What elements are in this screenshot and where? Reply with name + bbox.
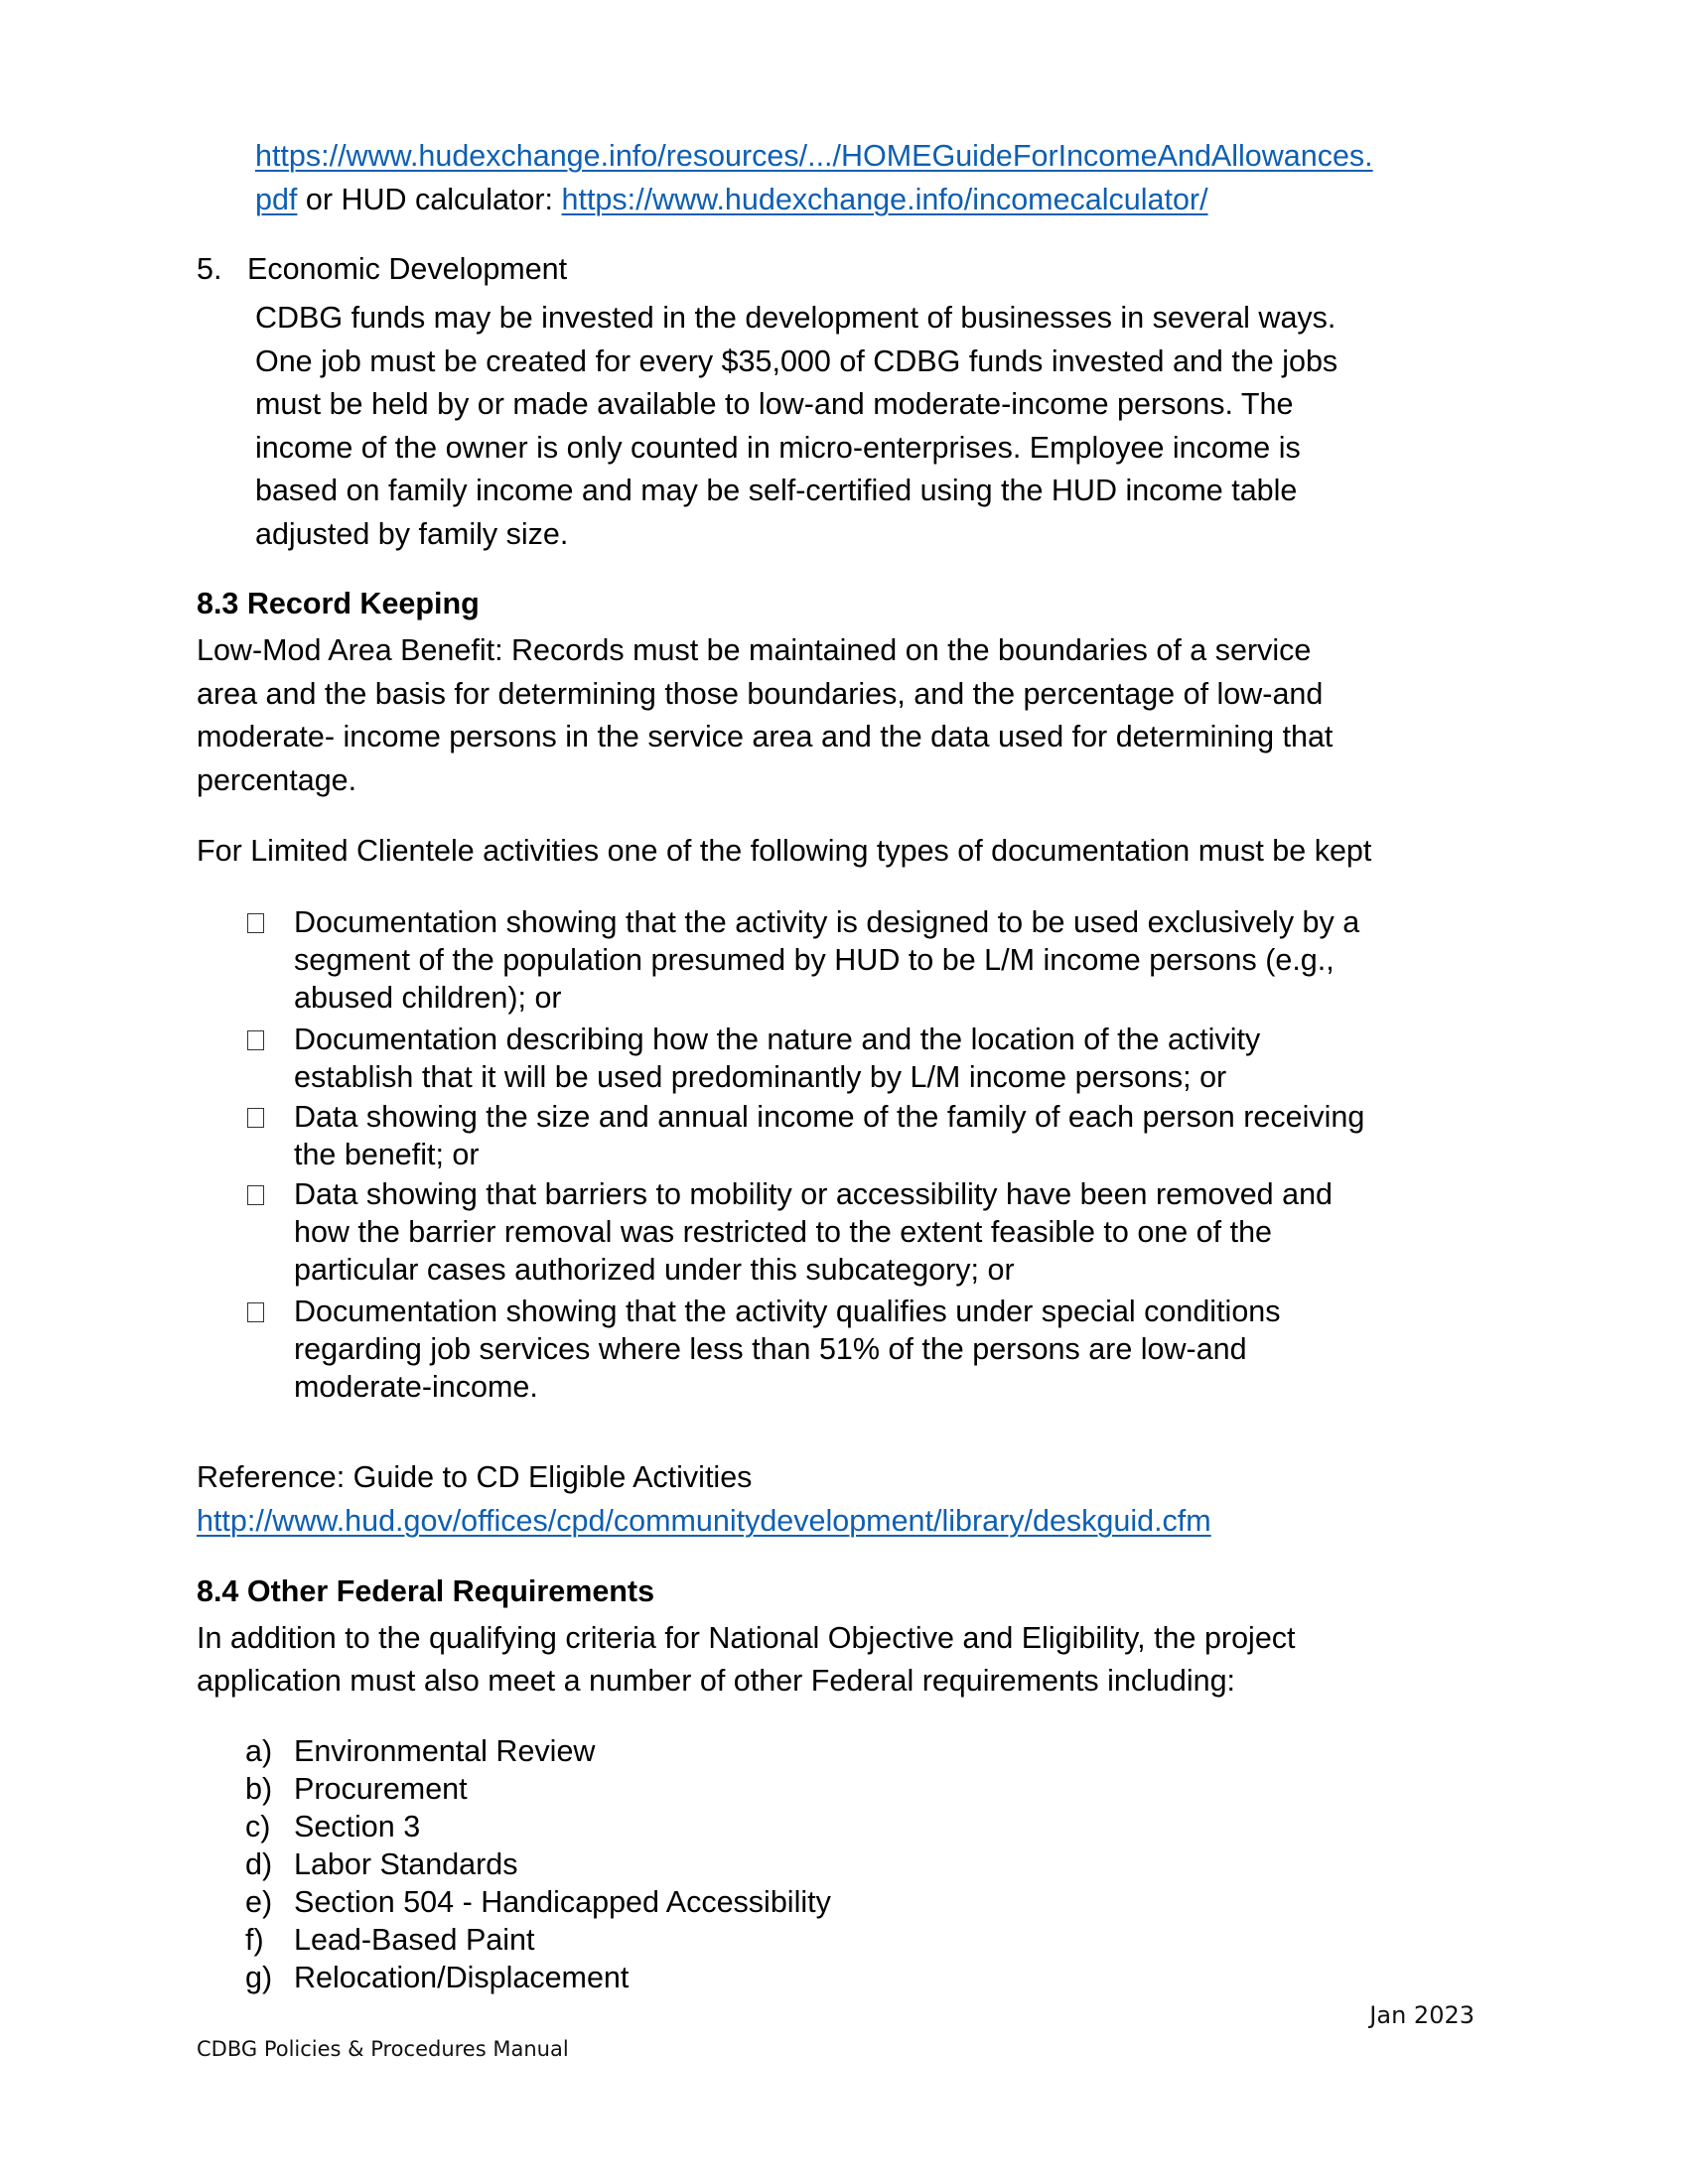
bullet-line: establish that it will be used predominantly by L/M income persons; or — [294, 1060, 1227, 1094]
list-item-lead-based-paint: Lead-Based Paint — [294, 1923, 535, 1957]
bullet-line: Data showing that barriers to mobility or accessibility have been removed and — [294, 1177, 1333, 1211]
bullet-line: Data showing the size and annual income of the family of each person receiving — [294, 1100, 1365, 1134]
section-8-3-para-line: Low-Mod Area Benefit: Records must be maintained on the boundaries of a service — [197, 633, 1312, 667]
item-5-line: income of the owner is only counted in micro-enterprises. Employee income is — [255, 431, 1301, 465]
bullet-line: regarding job services where less than 51% of the persons are low-and — [294, 1332, 1247, 1366]
section-8-3-para-line: percentage. — [197, 763, 357, 797]
home-guide-link[interactable]: https://www.hudexchange.info/resources/.../HOMEGuideForIncomeAndAllowances. — [255, 139, 1373, 173]
list-marker: g) — [245, 1961, 273, 1994]
income-guide-link-line — [255, 141, 1373, 171]
item-5-number: 5. — [197, 252, 222, 286]
bullet-box-icon — [247, 913, 264, 933]
list-item-section-504: Section 504 - Handicapped Accessibility — [294, 1885, 831, 1919]
limited-clientele-intro: For Limited Clientele activities one of the following types of documentation must be kept — [197, 834, 1372, 868]
item-5-line: One job must be created for every $35,000 of CDBG funds invested and the jobs — [255, 344, 1338, 378]
bullet-line: how the barrier removal was restricted to the extent feasible to one of the — [294, 1215, 1272, 1249]
list-item-procurement: Procurement — [294, 1772, 468, 1806]
section-8-3-para-line: area and the basis for determining those boundaries, and the percentage of low-and — [197, 677, 1324, 711]
list-marker: b) — [245, 1772, 273, 1806]
footer-date: Jan 2023 — [1369, 2001, 1475, 2029]
income-calculator-link[interactable]: https://www.hudexchange.info/incomecalculator/ — [561, 183, 1208, 216]
list-marker: d) — [245, 1847, 273, 1881]
bullet-line: abused children); or — [294, 981, 562, 1015]
bullet-line: Documentation describing how the nature and the location of the activity — [294, 1023, 1261, 1056]
bullet-box-icon — [247, 1030, 264, 1050]
bullet-box-icon — [247, 1108, 264, 1128]
list-item-relocation: Relocation/Displacement — [294, 1961, 630, 1994]
income-calculator-line — [255, 185, 1208, 214]
reference-link-line — [197, 1506, 1211, 1536]
list-marker: e) — [245, 1885, 273, 1919]
list-item-section-3: Section 3 — [294, 1810, 421, 1843]
bullet-box-icon — [247, 1302, 264, 1322]
list-item-environmental-review: Environmental Review — [294, 1734, 596, 1768]
section-8-3-heading: 8.3 Record Keeping — [197, 587, 480, 620]
item-5-line: must be held by or made available to low-and moderate-income persons. The — [255, 387, 1294, 421]
bullet-line: moderate-income. — [294, 1370, 538, 1404]
item-5-title: Economic Development — [247, 252, 568, 286]
calculator-label: or HUD calculator: — [297, 183, 562, 216]
bullet-line: segment of the population presumed by HUD to be L/M income persons (e.g., — [294, 943, 1335, 977]
home-guide-link-tail[interactable]: pdf — [255, 183, 298, 216]
reference-label: Reference: Guide to CD Eligible Activities — [197, 1460, 753, 1494]
bullet-line: Documentation showing that the activity is designed to be used exclusively by a — [294, 905, 1360, 939]
item-5-line: CDBG funds may be invested in the development of businesses in several ways. — [255, 301, 1336, 335]
list-item-labor-standards: Labor Standards — [294, 1847, 518, 1881]
list-marker: f) — [245, 1923, 264, 1957]
item-5-line: adjusted by family size. — [255, 517, 569, 551]
section-8-4-para-line: application must also meet a number of other Federal requirements including: — [197, 1664, 1236, 1698]
list-marker: c) — [245, 1810, 271, 1843]
deskguide-link[interactable]: http://www.hud.gov/offices/cpd/communitydevelopment/library/deskguid.cfm — [197, 1504, 1211, 1538]
bullet-box-icon — [247, 1185, 264, 1205]
footer-manual-title: CDBG Policies & Procedures Manual — [197, 2037, 569, 2061]
bullet-line: the benefit; or — [294, 1138, 480, 1171]
section-8-3-para-line: moderate- income persons in the service area and the data used for determining that — [197, 720, 1334, 753]
section-8-4-heading: 8.4 Other Federal Requirements — [197, 1574, 655, 1608]
list-marker: a) — [245, 1734, 273, 1768]
item-5-line: based on family income and may be self-certified using the HUD income table — [255, 474, 1298, 507]
bullet-line: particular cases authorized under this subcategory; or — [294, 1253, 1015, 1287]
bullet-line: Documentation showing that the activity qualifies under special conditions — [294, 1295, 1281, 1328]
section-8-4-para-line: In addition to the qualifying criteria for National Objective and Eligibility, the project — [197, 1621, 1296, 1655]
